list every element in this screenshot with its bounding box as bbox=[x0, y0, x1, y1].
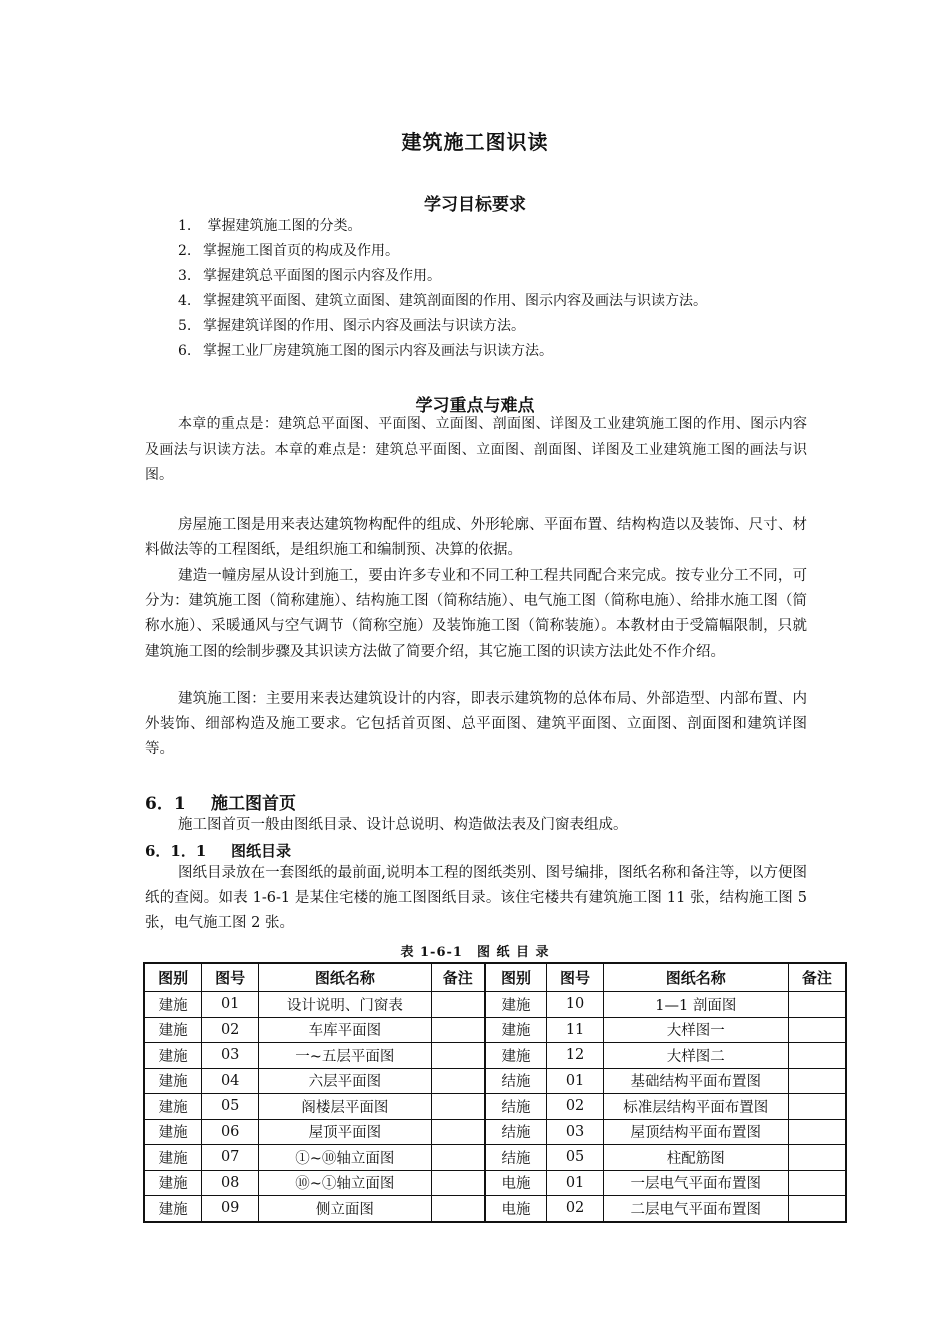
table-cell: 大样图二 bbox=[603, 1043, 788, 1069]
header-cell: 图号 bbox=[202, 963, 259, 992]
table-cell: 柱配筋图 bbox=[603, 1145, 788, 1171]
goal-item bbox=[178, 289, 707, 314]
goal-text: 掌握建筑平面图、建筑立面图、建筑剖面图的作用、图示内容及画法与识读方法。 bbox=[203, 293, 707, 309]
table-cell bbox=[431, 1196, 485, 1222]
table-cell: 建施 bbox=[144, 1170, 202, 1196]
header-cell: 图别 bbox=[485, 963, 547, 992]
table-cell: 建施 bbox=[144, 1043, 202, 1069]
table-cell: 08 bbox=[202, 1170, 259, 1196]
table-cell bbox=[788, 1119, 846, 1145]
table-cell: 11 bbox=[547, 1017, 604, 1043]
table-cell: 12 bbox=[547, 1043, 604, 1069]
goal-text: 掌握工业厂房建筑施工图的图示内容及画法与识读方法。 bbox=[203, 343, 553, 359]
table-cell bbox=[431, 1094, 485, 1120]
goal-item bbox=[178, 214, 361, 239]
table-cell: 01 bbox=[547, 1068, 604, 1094]
table-cell: 电施 bbox=[485, 1170, 547, 1196]
table-cell: 阁楼层平面图 bbox=[259, 1094, 432, 1120]
table-cell bbox=[788, 1145, 846, 1171]
goal-number: 4. bbox=[178, 293, 192, 309]
goal-text: 掌握施工图首页的构成及作用。 bbox=[203, 243, 399, 259]
header-cell: 图别 bbox=[144, 963, 202, 992]
table-cell: 屋顶平面图 bbox=[259, 1119, 432, 1145]
section-6-1-paragraph: 施工图首页一般由图纸目录、设计总说明、构造做法表及门窗表组成。 bbox=[178, 817, 628, 833]
table-cell bbox=[788, 1196, 846, 1222]
table-cell: 05 bbox=[202, 1094, 259, 1120]
table-cell: 车库平面图 bbox=[259, 1017, 432, 1043]
table-cell: 结施 bbox=[485, 1119, 547, 1145]
table-cell bbox=[431, 1017, 485, 1043]
table-cell: 建施 bbox=[144, 992, 202, 1018]
table-cell bbox=[431, 992, 485, 1018]
section-6-1-heading bbox=[145, 789, 296, 814]
focus-paragraph: 本章的重点是：建筑总平面图、平面图、立面图、剖面图、详图及工业建筑施工图的作用、图示内容及画法与识读方法。本章的难点是：建筑总平面图、立面图、剖面图、详图及工业建筑施工图的画法与识图。 bbox=[145, 416, 807, 483]
table-cell: 屋顶结构平面布置图 bbox=[603, 1119, 788, 1145]
section-6-1-1-heading bbox=[145, 840, 291, 861]
table-cell: 02 bbox=[202, 1017, 259, 1043]
header-cell: 备注 bbox=[788, 963, 846, 992]
table-cell: 07 bbox=[202, 1145, 259, 1171]
table-cell bbox=[431, 1170, 485, 1196]
table-row bbox=[144, 1094, 846, 1120]
table-cell bbox=[431, 1145, 485, 1171]
table-row bbox=[144, 1068, 846, 1094]
table-cell: 09 bbox=[202, 1196, 259, 1222]
document-title: 建筑施工图识读 bbox=[401, 130, 549, 154]
table-row bbox=[144, 1196, 846, 1222]
table-header-row bbox=[144, 963, 846, 992]
section-title: 图纸目录 bbox=[231, 842, 292, 860]
header-cell: 图纸名称 bbox=[259, 963, 432, 992]
table-cell bbox=[788, 1170, 846, 1196]
header-cell: 图号 bbox=[547, 963, 604, 992]
table-cell bbox=[431, 1068, 485, 1094]
table-cell: 02 bbox=[547, 1196, 604, 1222]
table-cell: 结施 bbox=[485, 1094, 547, 1120]
section-number: 6．1．1 bbox=[145, 842, 207, 860]
table-cell: 建施 bbox=[144, 1017, 202, 1043]
table-cell: 建施 bbox=[144, 1119, 202, 1145]
table-cell: 建施 bbox=[144, 1094, 202, 1120]
table-cell: 建施 bbox=[144, 1068, 202, 1094]
table-row bbox=[144, 1170, 846, 1196]
goals-heading: 学习目标要求 bbox=[424, 195, 526, 215]
goal-number: 2. bbox=[178, 243, 192, 259]
table-row bbox=[144, 1119, 846, 1145]
drawing-catalog-table bbox=[143, 962, 847, 1223]
header-cell: 备注 bbox=[431, 963, 485, 992]
table-cell: 06 bbox=[202, 1119, 259, 1145]
table-cell bbox=[788, 1094, 846, 1120]
table-cell: ⑩~①轴立面图 bbox=[259, 1170, 432, 1196]
section-title: 施工图首页 bbox=[211, 794, 296, 814]
table-cell bbox=[788, 1043, 846, 1069]
intro-paragraph-3: 建筑施工图：主要用来表达建筑设计的内容，即表示建筑物的总体布局、外部造型、内部布置、内外装饰、细部构造及施工要求。它包括首页图、总平面图、建筑平面图、立面图、剖面图和建筑详图等。 bbox=[145, 691, 807, 758]
table-cell: 大样图一 bbox=[603, 1017, 788, 1043]
table-cell: 结施 bbox=[485, 1145, 547, 1171]
table-cell: 10 bbox=[547, 992, 604, 1018]
table-cell: 01 bbox=[202, 992, 259, 1018]
goal-text: 掌握建筑施工图的分类。 bbox=[203, 218, 362, 234]
intro-paragraph-1: 房屋施工图是用来表达建筑物构配件的组成、外形轮廓、平面布置、结构构造以及装饰、尺寸、材料做法等的工程图纸，是组织施工和编制预、决算的依据。 bbox=[145, 517, 807, 559]
table-cell: 05 bbox=[547, 1145, 604, 1171]
table-caption: 表 1-6-1 图 纸 目 录 bbox=[400, 945, 550, 960]
table-cell: 建施 bbox=[485, 1043, 547, 1069]
table-cell: ①~⑩轴立面图 bbox=[259, 1145, 432, 1171]
goal-number: 5. bbox=[178, 318, 192, 334]
table-cell: 建施 bbox=[144, 1196, 202, 1222]
table-cell bbox=[431, 1043, 485, 1069]
table-cell bbox=[788, 1017, 846, 1043]
table-row bbox=[144, 1145, 846, 1171]
table-cell: 01 bbox=[547, 1170, 604, 1196]
table-cell: 二层电气平面布置图 bbox=[603, 1196, 788, 1222]
table-cell: 建施 bbox=[144, 1145, 202, 1171]
goal-item bbox=[178, 314, 525, 339]
goal-number: 6. bbox=[178, 343, 192, 359]
table-cell: 03 bbox=[547, 1119, 604, 1145]
table-row bbox=[144, 1017, 846, 1043]
table-cell: 建施 bbox=[485, 992, 547, 1018]
table-cell: 标准层结构平面布置图 bbox=[603, 1094, 788, 1120]
table-cell bbox=[431, 1119, 485, 1145]
goal-item bbox=[178, 264, 441, 289]
table-row bbox=[144, 992, 846, 1018]
goal-item bbox=[178, 339, 553, 364]
table-cell: 结施 bbox=[485, 1068, 547, 1094]
table-cell: 03 bbox=[202, 1043, 259, 1069]
goal-number: 1. bbox=[178, 218, 192, 234]
goal-item bbox=[178, 239, 399, 264]
table-cell: 1—1 剖面图 bbox=[603, 992, 788, 1018]
goal-number: 3. bbox=[178, 268, 192, 284]
header-cell: 图纸名称 bbox=[603, 963, 788, 992]
intro-paragraph-2: 建造一幢房屋从设计到施工，要由许多专业和不同工种工程共同配合来完成。按专业分工不同，可分为：建筑施工图（简称建施）、结构施工图（简称结施）、电气施工图（简称电施）、给排水施工图（简称水施）、采暖通风与空气调节（简称空施）及装饰施工图（简称装施）。本教材由于受篇幅限制，只就建筑施工图的绘制步骤及其识读方法做了简要介绍，其它施工图的识读方法此处不作介绍。 bbox=[145, 568, 807, 660]
goal-text: 掌握建筑详图的作用、图示内容及画法与识读方法。 bbox=[203, 318, 525, 334]
table-cell: 一~五层平面图 bbox=[259, 1043, 432, 1069]
table-row bbox=[144, 1043, 846, 1069]
table-body bbox=[144, 992, 846, 1222]
table-cell bbox=[788, 1068, 846, 1094]
section-6-1-1-paragraph: 图纸目录放在一套图纸的最前面,说明本工程的图纸类别、图号编排，图纸名称和备注等，以方便图纸的查阅。如表 1-6-1 是某住宅楼的施工图图纸目录。该住宅楼共有建筑施工图 11 张，结构施工图 5 张，电气施工图 2 张。 bbox=[145, 865, 807, 932]
table-cell: 建施 bbox=[485, 1017, 547, 1043]
table-cell: 一层电气平面布置图 bbox=[603, 1170, 788, 1196]
section-number: 6．1 bbox=[145, 794, 186, 814]
table-cell: 04 bbox=[202, 1068, 259, 1094]
goal-text: 掌握建筑总平面图的图示内容及作用。 bbox=[203, 268, 441, 284]
table-cell: 02 bbox=[547, 1094, 604, 1120]
focus-heading: 学习重点与难点 bbox=[415, 396, 535, 416]
table-cell: 六层平面图 bbox=[259, 1068, 432, 1094]
table-cell: 设计说明、门窗表 bbox=[259, 992, 432, 1018]
table-cell: 侧立面图 bbox=[259, 1196, 432, 1222]
table-cell: 电施 bbox=[485, 1196, 547, 1222]
table-cell bbox=[788, 992, 846, 1018]
table-cell: 基础结构平面布置图 bbox=[603, 1068, 788, 1094]
